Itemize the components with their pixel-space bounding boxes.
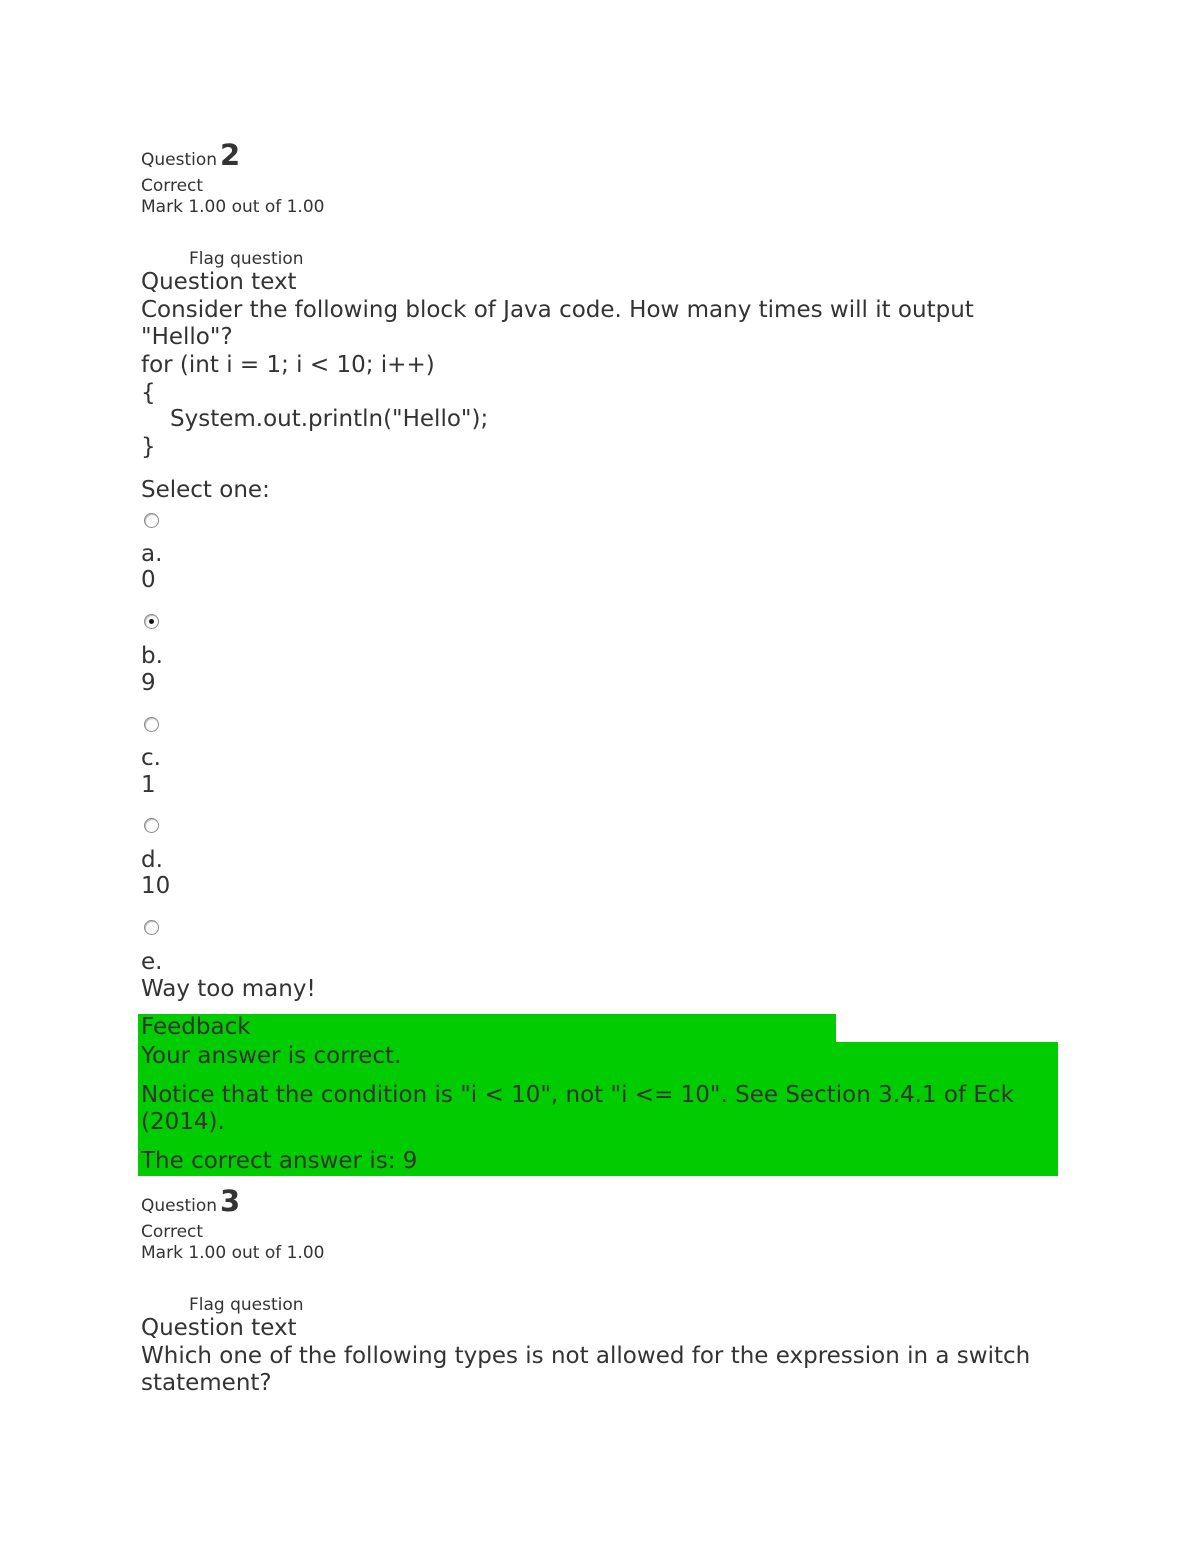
question-status: Correct xyxy=(141,176,204,196)
question-mark: Mark 1.00 out of 1.00 xyxy=(141,197,325,217)
option-e-radio[interactable] xyxy=(144,920,159,935)
question-label: Question xyxy=(141,150,218,170)
question-number: 3 xyxy=(220,1184,241,1218)
question-text-heading: Question text xyxy=(141,269,297,295)
option-a-radio[interactable] xyxy=(144,513,159,528)
option-c-letter: c. xyxy=(141,745,161,771)
question-mark: Mark 1.00 out of 1.00 xyxy=(141,1243,325,1263)
code-line-3: System.out.println("Hello"); xyxy=(170,406,489,432)
code-line-4: } xyxy=(141,434,156,460)
option-d-text: 10 xyxy=(141,873,171,899)
question-text-heading: Question text xyxy=(141,1315,297,1341)
question-status: Correct xyxy=(141,1222,204,1242)
code-line-2: { xyxy=(141,380,156,406)
question-number: 2 xyxy=(220,138,241,172)
option-c-radio[interactable] xyxy=(144,717,159,732)
question-2-header xyxy=(141,138,241,172)
question-prompt-line2: "Hello"? xyxy=(141,324,233,350)
select-one-label: Select one: xyxy=(141,477,270,503)
option-b-letter: b. xyxy=(141,643,163,669)
option-d-radio[interactable] xyxy=(144,818,159,833)
feedback-explanation-line2: (2014). xyxy=(141,1109,225,1135)
question-prompt-line2: statement? xyxy=(141,1370,272,1396)
question-3-header xyxy=(141,1184,241,1218)
feedback-heading: Feedback xyxy=(141,1014,251,1040)
flag-question-link[interactable]: Flag question xyxy=(189,249,304,269)
option-b-radio[interactable] xyxy=(144,614,159,629)
option-e-letter: e. xyxy=(141,949,163,975)
question-label: Question xyxy=(141,1196,218,1216)
feedback-explanation-line1: Notice that the condition is "i < 10", not "i <= 10". See Section 3.4.1 of Eck xyxy=(141,1082,1014,1108)
option-d-letter: d. xyxy=(141,847,163,873)
question-prompt-line1: Consider the following block of Java code. How many times will it output xyxy=(141,297,974,323)
code-line-1: for (int i = 1; i < 10; i++) xyxy=(141,352,435,378)
question-prompt-line1: Which one of the following types is not allowed for the expression in a switch xyxy=(141,1343,1031,1369)
option-e-text: Way too many! xyxy=(141,976,316,1002)
option-a-letter: a. xyxy=(141,541,163,567)
feedback-result: Your answer is correct. xyxy=(141,1043,402,1069)
feedback-correct-answer: The correct answer is: 9 xyxy=(141,1148,418,1174)
option-c-text: 1 xyxy=(141,772,156,798)
option-a-text: 0 xyxy=(141,567,156,593)
option-b-text: 9 xyxy=(141,670,156,696)
flag-question-link[interactable]: Flag question xyxy=(189,1295,304,1315)
